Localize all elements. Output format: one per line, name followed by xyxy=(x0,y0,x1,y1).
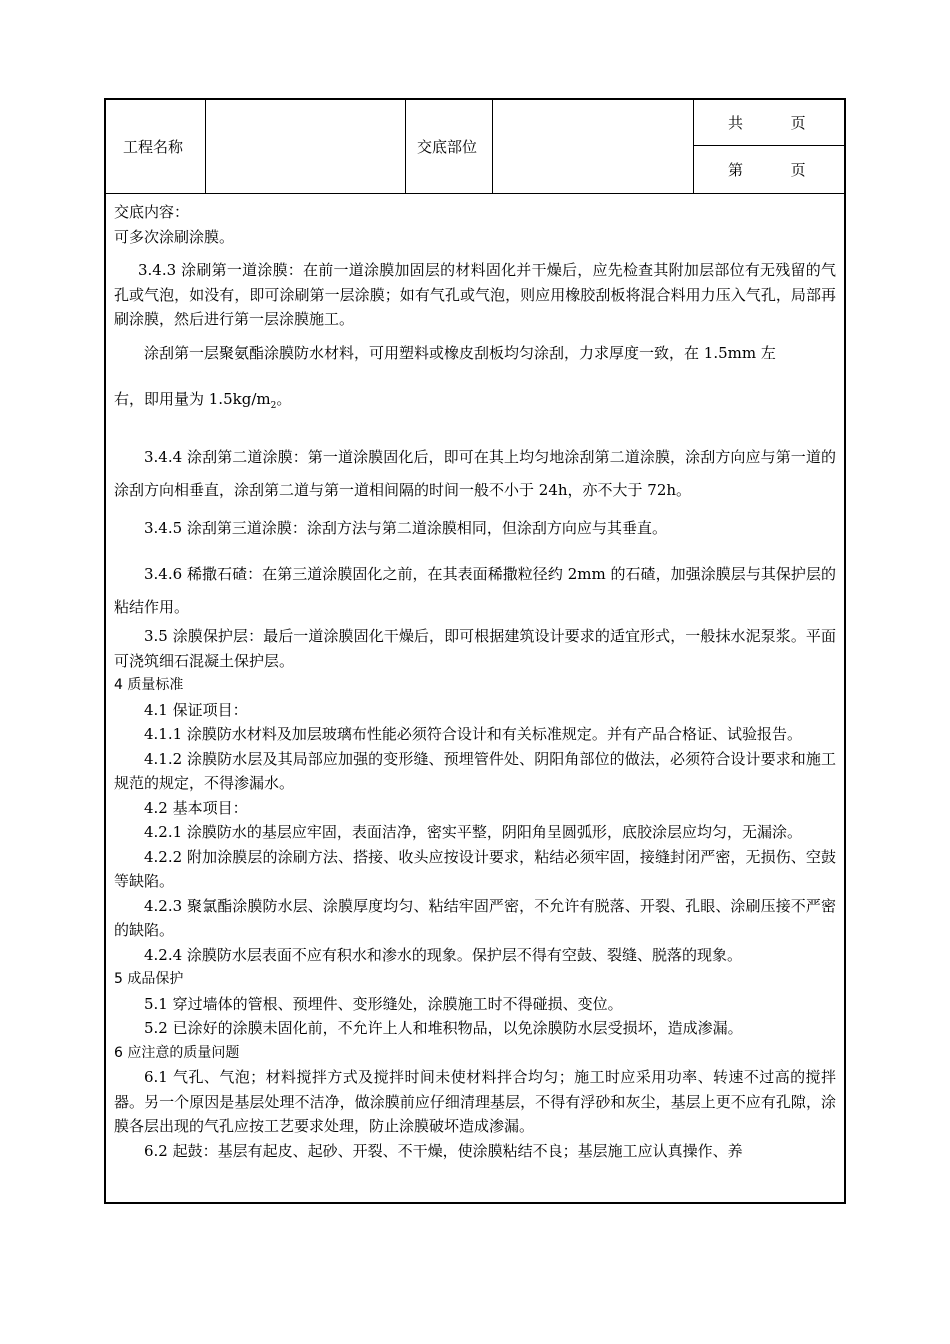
paragraph: 3.4.5 涂刮第三道涂膜：涂刮方法与第二道涂膜相同，但涂刮方向应与其垂直。 xyxy=(144,518,667,537)
divider xyxy=(205,100,206,193)
paragraph: 4.2.4 涂膜防水层表面不应有积水和渗水的现象。保护层不得有空鼓、裂缝、脱落的现象。 xyxy=(144,945,742,964)
paragraph: 4.2.3 聚氯酯涂膜防水层、涂膜厚度均匀、粘结牢固严密，不允许有脱落、开裂、孔眼、涂刷压接不严密的缺陷。 xyxy=(114,896,836,939)
divider xyxy=(693,145,844,146)
content-body xyxy=(114,200,836,1163)
location-label: 交底部位 xyxy=(417,138,478,156)
location-value[interactable] xyxy=(498,137,688,157)
header-row xyxy=(106,100,844,194)
paragraph: 4.1.1 涂膜防水材料及加层玻璃布性能必须符合设计和有关标准规定。并有产品合格证、试验报告。 xyxy=(144,725,802,743)
paragraph: 4.2.2 附加涂膜层的涂刷方法、搭接、收头应按设计要求，粘结必须牢固，接缝封闭严密，无损伤、空鼓等缺陷。 xyxy=(114,847,836,890)
paragraph: 3.4.4 涂刮第二道涂膜：第一道涂膜固化后，即可在其上均匀地涂刮第二道涂膜，涂刮方向应与第一道的涂刮方向相垂直，涂刮第二道与第一道相间隔的时间一般不小于 24h，亦不大于 72h。 xyxy=(114,447,836,499)
paragraph: 5.1 穿过墙体的管根、预埋件、变形缝处，涂膜施工时不得碰损、变位。 xyxy=(144,994,623,1013)
project-name-value[interactable] xyxy=(210,137,400,157)
text: 。 xyxy=(276,390,292,408)
divider xyxy=(405,100,406,193)
paragraph: 4.2 基本项目： xyxy=(144,798,248,817)
divider xyxy=(492,100,493,193)
paragraph: 4.2.1 涂膜防水的基层应牢固，表面洁净，密实平整，阴阳角呈圆弧形，底胶涂层应均匀，无漏涂。 xyxy=(144,823,802,841)
total-pages: 共 页 xyxy=(728,114,806,132)
paragraph: 4.1 保证项目： xyxy=(144,700,248,719)
document-table xyxy=(104,98,846,1204)
paragraph: 3.5 涂膜保护层：最后一道涂膜固化干燥后，即可根据建筑设计要求的适宜形式，一般抹水泥泵浆。平面可浇筑细石混凝土保护层。 xyxy=(114,627,836,670)
project-name-label: 工程名称 xyxy=(123,138,184,156)
section-heading: 6 应注意的质量问题 xyxy=(114,1044,240,1061)
paragraph: 5.2 已涂好的涂膜未固化前，不允许上人和堆积物品，以免涂膜防水层受损坏，造成渗漏。 xyxy=(144,1019,743,1037)
subscript: 2 xyxy=(270,401,277,411)
text: 右，即用量为 1.5kg/m xyxy=(114,390,271,408)
paragraph: 可多次涂刷涂膜。 xyxy=(114,227,235,246)
paragraph: 6.2 起鼓：基层有起皮、起砂、开裂、不干燥，使涂膜粘结不良；基层施工应认真操作、养 xyxy=(144,1141,743,1160)
paragraph: 涂刮第一层聚氨酯涂膜防水材料，可用塑料或橡皮刮板均匀涂刮，力求厚度一致，在 1.5mm 左 xyxy=(144,343,776,362)
content-intro: 交底内容： xyxy=(114,203,190,221)
page-number: 第 页 xyxy=(728,161,806,179)
divider xyxy=(693,100,694,193)
paragraph: 4.1.2 涂膜防水层及其局部应加强的变形缝、预埋管件处、阴阳角部位的做法，必须符合设计要求和施工规范的规定，不得渗漏水。 xyxy=(114,749,836,792)
paragraph: 6.1 气孔、气泡；材料搅拌方式及搅拌时间未使材料拌合均匀；施工时应采用功率、转速不过高的搅拌器。另一个原因是基层处理不洁净，做涂膜前应仔细清理基层，不得有浮砂和灰尘，基层上更不应有孔隙，涂膜各层出现的气孔应按工艺要求处理，防止涂膜破坏造成渗漏。 xyxy=(114,1068,836,1135)
section-heading: 5 成品保护 xyxy=(114,971,184,987)
paragraph: 3.4.6 稀撒石碴：在第三道涂膜固化之前，在其表面稀撒粒径约 2mm 的石碴，加强涂膜层与其保护层的粘结作用。 xyxy=(114,565,836,616)
paragraph: 3.4.3 涂刷第一道涂膜：在前一道涂膜加固层的材料固化并干燥后，应先检查其附加层部位有无残留的气孔或气泡，如没有，即可涂刷第一层涂膜；如有气孔或气泡，则应用橡胶刮板将混合料用力压入气孔，局部再刷涂膜，然后进行第一层涂膜施工。 xyxy=(114,261,836,328)
section-heading: 4 质量标准 xyxy=(114,677,184,693)
paragraph xyxy=(114,387,836,419)
